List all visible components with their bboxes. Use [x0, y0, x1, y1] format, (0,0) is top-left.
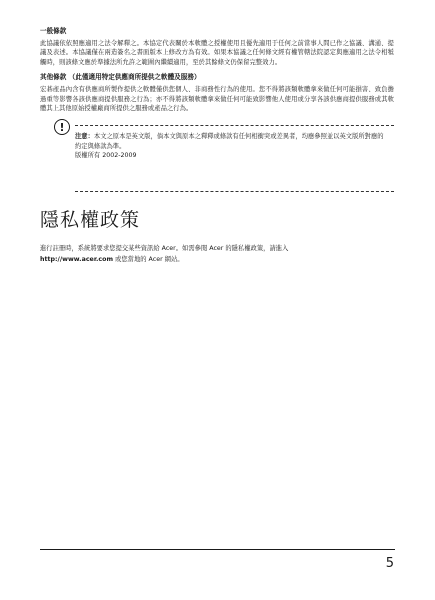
- general-terms-heading: 一般條款: [40, 27, 67, 35]
- acer-website-link[interactable]: http://www.acer.com: [40, 255, 114, 263]
- footer-divider: [40, 549, 395, 550]
- terms-content: [40, 27, 394, 195]
- privacy-policy-title: 隱私權政策: [40, 209, 141, 231]
- notice-box: [40, 119, 394, 195]
- exclamation-icon: !: [54, 119, 70, 135]
- page-number: 5: [385, 556, 394, 571]
- copyright-text: 版權所有 2002-2009: [75, 151, 137, 159]
- notice-bottom-divider: [75, 191, 394, 192]
- notice-body: 本文之原本是英文版，倘本文與原本之釋釋或條款有任何相衝突或差異者，均應參照並以英文版所對應的約定與條款為準。: [75, 133, 384, 150]
- general-terms-paragraph: 此協議依依照應適用之法令解釋之。本協定代表關於本軟體之授權使用且優先適用于任何之前當事人間已作之協議、溝通、提議及表述。本協議僅在兩造簽名之書面版本上修改方為有效。如果本協議之任何條文經有權管轄法院認定與應適用之法令相牴觸時，則該條文應於準據法所允許之範圍內繼續適用，至於其餘條文仍保留完整效力。: [40, 40, 394, 66]
- privacy-body-prefix: 進行註冊時，系統將要求您提交某些資訊給 Acer。如需參閱 Acer 的隱私權政策，請進入: [40, 245, 289, 252]
- notice-top-divider: [75, 125, 394, 126]
- privacy-policy-paragraph: [40, 244, 400, 265]
- other-terms-heading: 其他條款 （此僅適用特定供應商所提供之軟體及服務）: [40, 73, 201, 82]
- notice-text: [75, 132, 385, 160]
- other-terms-paragraph: 宏碁產品內含有供應商所製作提供之軟體僅供您個人、非商務性行為的使用。您不得將該類軟體拿來做任何可能損害、致負擔過重等影響各該供應商提供服務之行為；亦不得將該類軟體拿來做任何可能致影響他人使用或分享各該供應商提供服務或其軟體其上其他原始授權廠商所提供之服務或產品之行為。: [40, 86, 394, 113]
- privacy-body-suffix: 或您當地的 Acer 網站。: [113, 255, 184, 263]
- notice-label: 注意：: [75, 133, 94, 141]
